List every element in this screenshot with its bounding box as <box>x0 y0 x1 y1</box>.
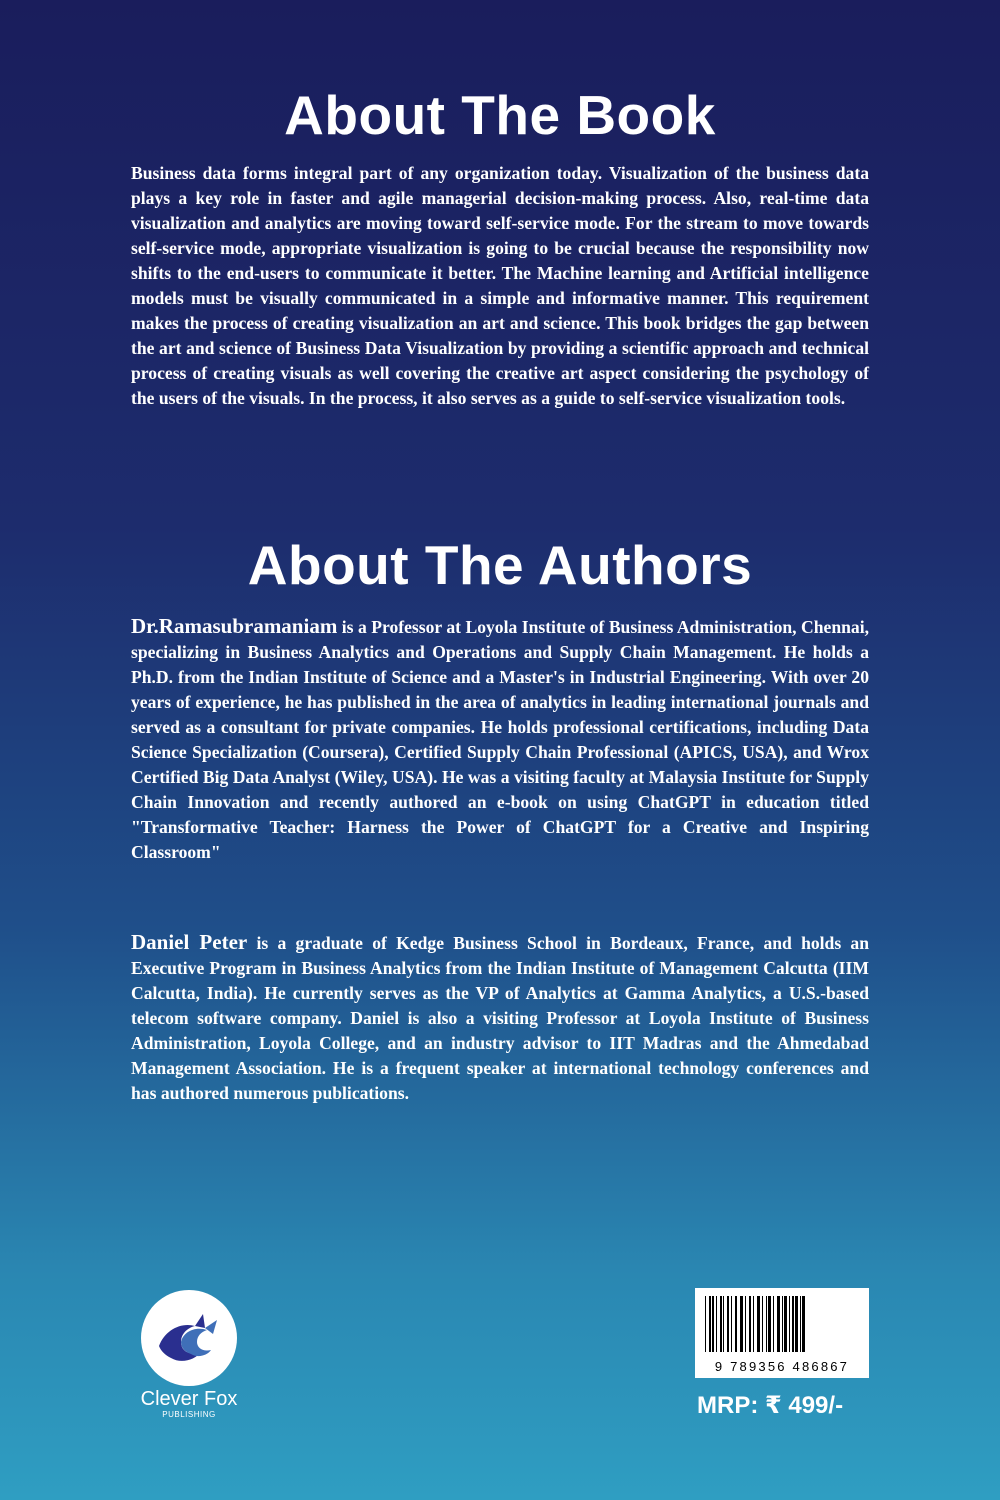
barcode-bar <box>802 1296 805 1352</box>
barcode-bar <box>800 1296 801 1352</box>
barcode-bar <box>773 1296 774 1352</box>
publisher-name: Clever Fox <box>140 1388 238 1410</box>
barcode-bar <box>740 1296 743 1352</box>
publisher-logo <box>130 1290 248 1420</box>
barcode-bar <box>731 1296 732 1352</box>
author-bio-text: is a Professor at Loyola Institute of Business Administration, Chennai, specializing in Business Analytics and Operations and Supply Chain Management. He holds a Ph.D. from the Indian Institute of Science and a Master's in Industrial Engineering. With over 20 years of experience, he has published in the area of analytics in leading international journals and served as a consultant for private companies. He holds professional certifications, including Data Science Specialization (Coursera), Certified Supply Chain Professional (APICS, USA), and Wrox Certified Big Data Analyst (Wiley, USA). He was a visiting faculty at Malaysia Institute for Supply Chain Innovation and recently authored an e-book on using ChatGPT in education titled "Transformative Teacher: Harness the Power of ChatGPT for a Creative and Inspiring Classroom" <box>131 617 869 862</box>
barcode-bar <box>757 1296 760 1352</box>
about-authors-heading: About The Authors <box>247 534 753 596</box>
barcode-bar <box>762 1296 763 1352</box>
barcode-bar <box>795 1296 798 1352</box>
author-name: Dr.Ramasubramaniam <box>131 614 338 638</box>
publisher-subtitle: PUBLISHING <box>162 1410 216 1419</box>
barcode-bar <box>705 1296 706 1352</box>
about-book-heading: About The Book <box>284 84 716 146</box>
barcode-bar <box>720 1296 722 1352</box>
author-name: Daniel Peter <box>131 930 248 954</box>
barcode-bar <box>768 1296 771 1352</box>
price-label: MRP: ₹ 499/- <box>697 1392 844 1419</box>
author-bio-text: is a graduate of Kedge Business School in Bordeaux, France, and holds an Executive Program in Business Analytics from the Indian Institute of Management Calcutta (IIM Calcutta, India). He currently serves as the VP of Analytics at Gamma Analytics, a U.S.-based telecom software company. Daniel is also a visiting Professor at Loyola Institute of Business Administration, Loyola College, and an industry advisor to IIT Madras and the Ahmedabad Management Association. He is a frequent speaker at international technology conferences and has authored numerous publications. <box>131 933 869 1103</box>
author-bio-2 <box>131 930 869 1106</box>
barcode-bar <box>777 1296 780 1352</box>
barcode-bar <box>712 1296 714 1352</box>
barcode-bar <box>782 1296 783 1352</box>
barcode-bar <box>749 1296 751 1352</box>
barcode-bar <box>735 1296 737 1352</box>
barcode-bars <box>703 1296 861 1352</box>
author-bio-1 <box>131 614 869 865</box>
barcode-bar <box>716 1296 717 1352</box>
barcode-bar <box>792 1296 794 1352</box>
barcode-bar <box>709 1296 711 1352</box>
barcode-bar <box>789 1296 790 1352</box>
barcode-bar <box>784 1296 787 1352</box>
barcode-bar <box>723 1296 724 1352</box>
barcode-bar <box>753 1296 754 1352</box>
barcode-bar <box>766 1296 767 1352</box>
barcode-bar <box>727 1296 729 1352</box>
barcode-bar <box>745 1296 746 1352</box>
barcode <box>695 1288 869 1378</box>
fox-logo-icon <box>141 1290 237 1386</box>
about-book-text: Business data forms integral part of any organization today. Visualization of the business data plays a key role in faster and agile managerial decision-making process. Also, real-time data visualization and analytics are moving toward self-service mode. For the stream to move towards self-service mode, appropriate visualization is going to be crucial because the responsibility now shifts to the end-users to communicate it better. The Machine learning and Artificial intelligence models must be visually communicated in a simple and informative manner. This requirement makes the process of creating visualization an art and science. This book bridges the gap between the art and science of Business Data Visualization by providing a scientific approach and technical process of creating visuals as well covering the creative art aspect considering the psychology of the users of the visuals. In the process, it also serves as a guide to self-service visualization tools. <box>131 163 869 408</box>
isbn-number: 9 789356 486867 <box>714 1359 850 1374</box>
